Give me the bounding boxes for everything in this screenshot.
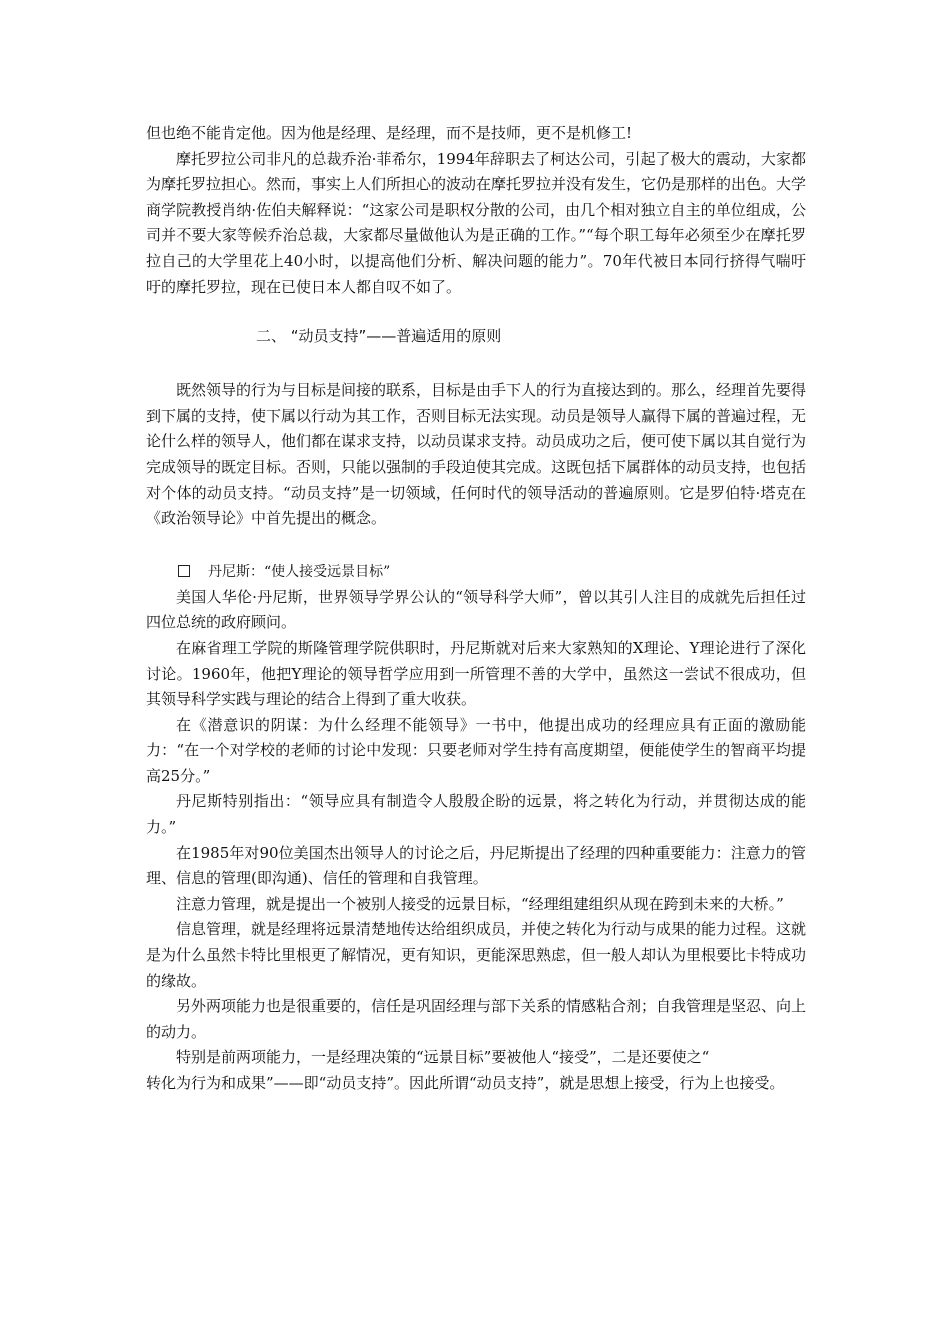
paragraph: 在《潜意识的阴谋：为什么经理不能领导》一书中，他提出成功的经理应具有正面的激励能力：“在一个对学校的老师的讨论中发现：只要老师对学生持有高度期望，便能使学生的智商平均提高25分。” [146, 715, 806, 785]
paragraph: 另外两项能力也是很重要的，信任是巩固经理与部下关系的情感粘合剂；自我管理是坚忍、向上的动力。 [146, 997, 807, 1041]
checkbox-icon [178, 565, 190, 577]
paragraph: 但也绝不能肯定他。因为他是经理、是经理，而不是技师，更不是机修工! [146, 124, 633, 142]
document-page [146, 121, 806, 1097]
paragraph: 信息管理，就是经理将远景清楚地传达给组织成员，并使之转化为行动与成果的能力过程。这就是为什么虽然卡特比里根更了解情况，更有知识，更能深思熟虑，但一般人却认为里根要比卡特成功的缘故。 [146, 920, 807, 990]
paragraph: 在麻省理工学院的斯隆管理学院供职时，丹尼斯就对后来大家熟知的X理论、Y理论进行了深化讨论。1960年，他把Y理论的领导哲学应用到一所管理不善的大学中，虽然这一尝试不很成功，但其领导科学实践与理论的结合上得到了重大收获。 [146, 638, 806, 709]
paragraph: 美国人华伦·丹尼斯，世界领导学界公认的“领导科学大师”，曾以其引人注目的成就先后担任过四位总统的政府顾问。 [146, 587, 806, 632]
subheading-text: 丹尼斯：“使人接受远景目标” [208, 563, 391, 580]
paragraph: 丹尼斯特别指出：“领导应具有制造令人殷殷企盼的远景，将之转化为行动，并贯彻达成的能力。” [146, 792, 806, 837]
section-heading: 二、 “动员支持”——普遍适用的原则 [256, 327, 502, 346]
paragraph: 转化为行为和成果”——即“动员支持”。因此所谓“动员支持”，就是思想上接受，行为上也接受。 [146, 1074, 785, 1092]
subheading [146, 560, 806, 585]
paragraph: 既然领导的行为与目标是间接的联系，目标是由手下人的行为直接达到的。那么，经理首先要得到下属的支持，使下属以行动为其工作，否则目标无法实现。动员是领导人赢得下属的普遍过程，无论什么样的领导人，他们都在谋求支持，以动员谋求支持。动员成功之后，便可使下属以其自觉行为完成领导的既定目标。否则，只能以强制的手段迫使其完成。这既包括下属群体的动员支持，也包括对个体的动员支持。“动员支持”是一切领域，任何时代的领导活动的普遍原则。它是罗伯特·塔克在《政治领导论》中首先提出的概念。 [146, 381, 807, 528]
paragraph: 注意力管理，就是提出一个被别人接受的远景目标，“经理组建组织从现在跨到未来的大桥。” [176, 894, 784, 913]
paragraph: 摩托罗拉公司非凡的总裁乔治·菲希尔，1994年辞职去了柯达公司，引起了极大的震动，大家都为摩托罗拉担心。然而，事实上人们所担心的波动在摩托罗拉并没有发生，它仍是那样的出色。大学商学院教授肖纳·佐伯夫解释说：“这家公司是职权分散的公司，由几个相对独立自主的单位组成，公司并不要大家等候乔治总裁，大家都尽量做他认为是正确的工作。”“每个职工每年必须至少在摩托罗拉自己的大学里花上40小时，以提高他们分析、解决问题的能力”。70年代被日本同行挤得气喘吁吁的摩托罗拉，现在已使日本人都自叹不如了。 [146, 149, 807, 296]
paragraph: 特别是前两项能力，一是经理决策的“远景目标”要被他人“接受”，二是还要使之“ [176, 1048, 710, 1067]
paragraph: 在1985年对90位美国杰出领导人的讨论之后，丹尼斯提出了经理的四种重要能力：注意力的管理、信息的管理(即沟通)、信任的管理和自我管理。 [146, 843, 806, 888]
